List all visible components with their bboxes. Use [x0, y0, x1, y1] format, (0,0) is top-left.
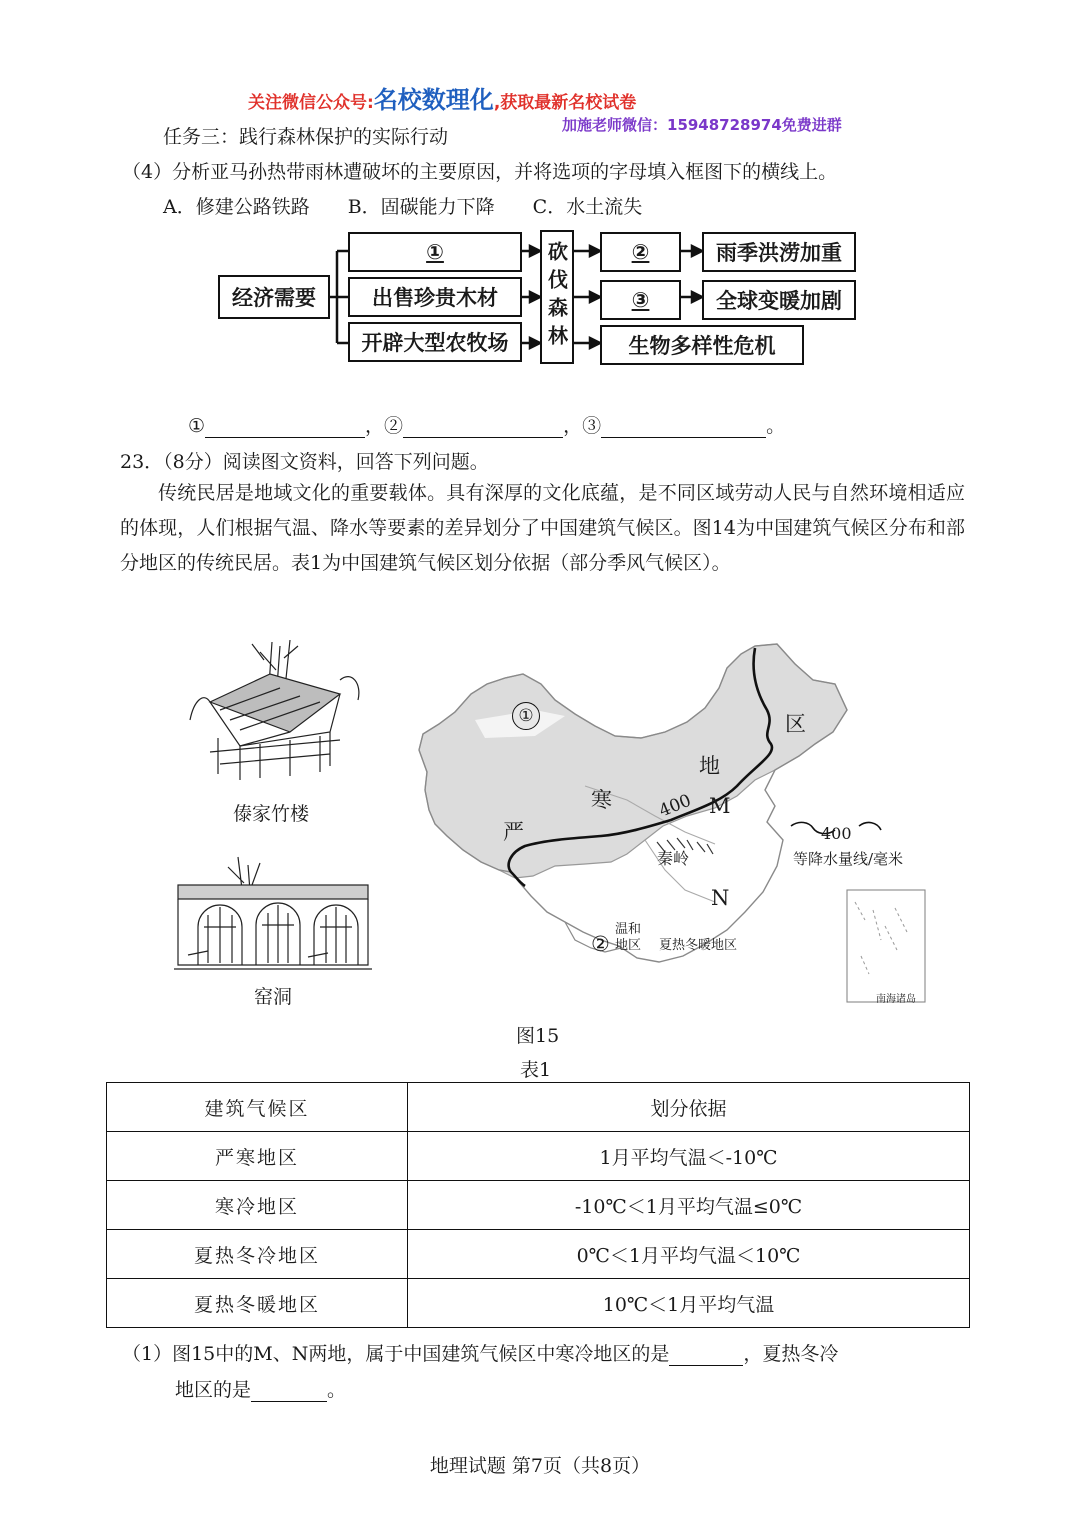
- banner-prefix: 关注微信公众号:: [248, 93, 374, 113]
- sub-question-1-end: 。: [327, 1379, 347, 1401]
- blank-1-label: ①: [426, 240, 444, 264]
- map-label-1: ①: [512, 702, 540, 730]
- map-label-wenhe: 温和: [615, 922, 642, 937]
- figure-caption: 图15: [516, 1025, 560, 1047]
- answer-mark-3: ，③: [563, 415, 602, 437]
- inset-label: 南海诸岛: [876, 994, 916, 1005]
- sub-question-1-text-c: 地区的是: [175, 1379, 252, 1401]
- south-china-sea-inset: [847, 890, 925, 1002]
- question-4: （4）分析亚马孙热带雨林遭破坏的主要原因，并将选项的字母填入框图下的横线上。: [122, 161, 838, 183]
- wechat-contact: 加施老师微信：15948728974免费进群: [562, 116, 842, 134]
- table-cell-zone: 夏热冬暖地区: [107, 1279, 408, 1328]
- flow-result-flood: 雨季洪涝加重: [702, 232, 856, 272]
- blank-3-label: ③: [631, 288, 650, 312]
- sub-question-1-line1: [122, 1339, 838, 1366]
- map-graphic: [415, 640, 945, 1010]
- flow-economic-need: 经济需要: [218, 275, 330, 319]
- table-cell-basis: 10℃＜1月平均气温: [408, 1279, 970, 1328]
- sub-question-1-line2: [175, 1375, 346, 1402]
- table-cell-basis: -10℃＜1月平均气温≤0℃: [408, 1181, 970, 1230]
- table-row: [107, 1279, 970, 1328]
- map-label-han: 寒: [591, 788, 612, 812]
- china-climate-map: [415, 640, 945, 1010]
- dai-bamboo-house-sketch: [180, 640, 370, 780]
- table-cell-zone: 严寒地区: [107, 1132, 408, 1181]
- blank-2-label: ②: [631, 240, 650, 264]
- legend-text: 等降水量线/毫米: [793, 850, 904, 868]
- map-label-xiare: 夏热冬暖地区: [659, 938, 738, 953]
- map-label-di: 地: [699, 754, 720, 778]
- answer-end: 。: [766, 415, 786, 437]
- map-label-qinling: 秦岭: [657, 849, 690, 868]
- flow-deforestation: 砍伐森林: [540, 230, 574, 364]
- map-point-m: M: [709, 794, 731, 818]
- map-isohyet-label: 400: [656, 790, 695, 822]
- answer-line: [188, 411, 785, 438]
- flow-cause-2: 出售珍贵木材: [348, 277, 522, 317]
- table-cell-basis: 0℃＜1月平均气温＜10℃: [408, 1230, 970, 1279]
- legend-value: 400: [821, 824, 852, 843]
- banner-suffix: ,获取最新名校试卷: [493, 93, 637, 113]
- climate-zone-table: [106, 1082, 970, 1328]
- answer-mark-2: ，②: [365, 415, 404, 437]
- table-header-basis: 划分依据: [408, 1083, 970, 1132]
- table-title: 表1: [520, 1059, 552, 1081]
- table-header-row: [107, 1083, 970, 1132]
- cave-dwelling-sketch: [168, 855, 378, 975]
- table-header-zone: 建筑气候区: [107, 1083, 408, 1132]
- table-row: [107, 1230, 970, 1279]
- map-label-2: ②: [591, 932, 610, 956]
- flow-effect-2: [600, 232, 681, 272]
- answer-blank-hot-summer[interactable]: [251, 1383, 327, 1402]
- table-row: [107, 1132, 970, 1181]
- question-4-options: A．修建公路铁路 B．固碳能力下降 C．水土流失: [163, 196, 643, 218]
- answer-blank-3[interactable]: [601, 419, 766, 438]
- answer-blank-2[interactable]: [403, 419, 563, 438]
- answer-blank-1[interactable]: [205, 419, 365, 438]
- question-23-body: 传统民居是地域文化的重要载体。具有深厚的文化底蕴，是不同区域劳动人民与自然环境相适应的体现，人们根据气温、降水等要素的差异划分了中国建筑气候区。图14为中国建筑气候区分布和部分地区的传统民居。表1为中国建筑气候区划分依据（部分季风气候区）。: [120, 482, 965, 574]
- table-cell-zone: 寒冷地区: [107, 1181, 408, 1230]
- question-23-head: 23．（8分）阅读图文资料，回答下列问题。: [120, 451, 489, 473]
- flow-biodiversity: 生物多样性危机: [600, 325, 804, 365]
- answer-blank-cold[interactable]: [669, 1347, 743, 1366]
- table-cell-zone: 夏热冬冷地区: [107, 1230, 408, 1279]
- map-label-yan: 严: [503, 820, 524, 844]
- sub-question-1-text-b: ，夏热冬冷: [743, 1343, 839, 1365]
- map-point-n: N: [711, 886, 730, 910]
- map-label-diqu: 地区: [615, 938, 642, 953]
- table-row: [107, 1181, 970, 1230]
- task3-title: 任务三：践行森林保护的实际行动: [163, 126, 449, 148]
- house1-caption: 傣家竹楼: [233, 803, 310, 825]
- table-cell-basis: 1月平均气温＜-10℃: [408, 1132, 970, 1181]
- banner-name: 名校数理化: [373, 86, 494, 114]
- answer-mark-1: ①: [188, 415, 206, 437]
- map-label-qu: 区: [785, 712, 806, 736]
- flow-cause-3: 开辟大型农牧场: [348, 322, 522, 362]
- flow-cause-1: [348, 232, 522, 272]
- house2-caption: 窑洞: [254, 986, 293, 1008]
- sub-question-1-text: （1）图15中的M、N两地，属于中国建筑气候区中寒冷地区的是: [122, 1343, 670, 1365]
- page-footer: 地理试题 第7页（共8页）: [429, 1455, 651, 1477]
- flow-result-warming: 全球变暖加剧: [702, 280, 856, 320]
- flow-effect-3: [600, 280, 681, 320]
